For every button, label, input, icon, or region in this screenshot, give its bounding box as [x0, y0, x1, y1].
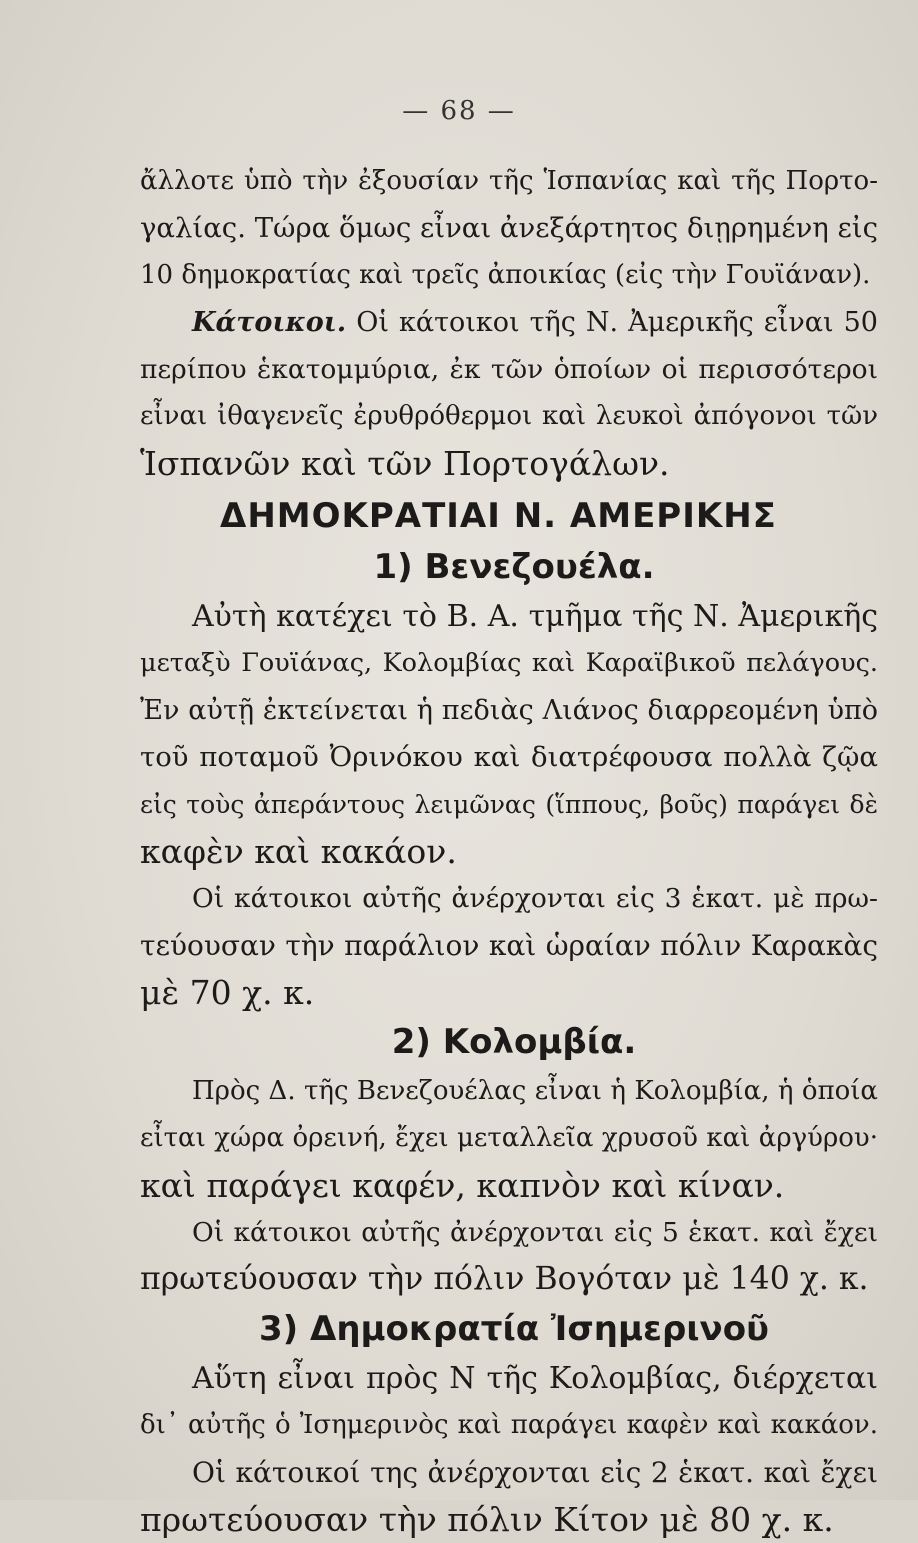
ecuador-heading: 3) Δημοκρατία Ἰσημερινοῦ: [258, 1309, 770, 1349]
text-line: πρωτεύουσαν τὴν πόλιν Βογόταν μὲ 140 χ. κ.: [140, 1261, 869, 1297]
text-line: Αὐτὴ κατέχει τὸ Β. Α. τμῆμα τῆς Ν. Ἀμερικῆς: [192, 599, 878, 634]
text-line: Πρὸς Δ. τῆς Βενεζουέλας εἶναι ἡ Κολομβία, ἡ ὁποία: [192, 1076, 878, 1106]
section-title: ΔΗΜΟΚΡΑΤΙΑΙ Ν. ΑΜΕΡΙΚΗΣ: [220, 496, 777, 536]
text-line: καφὲν καὶ κακάον.: [140, 832, 457, 871]
text-line: δι᾽ αὐτῆς ὁ Ἰσημερινὸς καὶ παράγει καφὲν καὶ κακάον.: [140, 1410, 878, 1440]
text-line: Ἐν αὐτῇ ἐκτείνεται ἡ πεδιὰς Λιάνος διαρρεομένη ὑπὸ: [140, 695, 878, 726]
page-number: — 68 —: [402, 96, 516, 126]
text-line: καὶ παράγει καφέν, καπνὸν καὶ κίναν.: [140, 1166, 785, 1205]
text-line: τεύουσαν τὴν παράλιον καὶ ὡραίαν πόλιν Καρακὰς: [140, 929, 878, 962]
colombia-heading: 2) Κολομβία.: [391, 1022, 637, 1062]
text-line: Οἱ κάτοικοι αὐτῆς ἀνέρχονται εἰς 5 ἑκατ. καὶ ἔχει: [192, 1217, 878, 1248]
text-line: Ἱσπανῶν καὶ τῶν Πορτογάλων.: [140, 444, 670, 483]
text-line: εἶται χώρα ὀρεινή, ἔχει μεταλλεῖα χρυσοῦ καὶ ἀργύρου·: [140, 1123, 878, 1153]
text-line: γαλίας. Τώρα ὅμως εἶναι ἀνεξάρτητος διῃρημένη εἰς: [140, 212, 878, 244]
text-line: 10 δημοκρατίας καὶ τρεῖς ἀποικίας (εἰς τὴν Γουϊάναν).: [140, 260, 871, 290]
text-line: μὲ 70 χ. κ.: [140, 973, 315, 1012]
venezuela-heading: 1) Βενεζουέλα.: [373, 547, 655, 587]
text-line: εἶναι ἰθαγενεῖς ἐρυθρόθερμοι καὶ λευκοὶ ἀπόγονοι τῶν: [140, 401, 878, 431]
text-line: ἄλλοτε ὑπὸ τὴν ἐξουσίαν τῆς Ἱσπανίας καὶ τῆς Πορτο-: [140, 166, 878, 196]
text-line: Οἱ κάτοικοι αὐτῆς ἀνέρχονται εἰς 3 ἑκατ. μὲ πρω-: [192, 883, 878, 914]
inhabitants-label: Κάτοικοι.: [192, 307, 347, 338]
text-line: τοῦ ποταμοῦ Ὀρινόκου καὶ διατρέφουσα πολλὰ ζῷα: [140, 741, 878, 773]
text-line: Αὕτη εἶναι πρὸς Ν τῆς Κολομβίας, διέρχεται: [192, 1361, 878, 1396]
text-line: περίπου ἑκατομμύρια, ἐκ τῶν ὁποίων οἱ περισσότεροι: [140, 354, 878, 385]
text-span: Οἱ κάτοικοι τῆς Ν. Ἀμερικῆς εἶναι 50: [346, 307, 878, 338]
text-line: πρωτεύουσαν τὴν πόλιν Κίτον μὲ 80 χ. κ.: [140, 1500, 834, 1539]
text-line: μεταξὺ Γουϊάνας, Κολομβίας καὶ Καραϊβικοῦ πελάγους.: [140, 648, 878, 678]
text-line: Οἱ κάτοικοί της ἀνέρχονται εἰς 2 ἑκατ. καὶ ἔχει: [192, 1456, 878, 1489]
page-text: [140, 158, 878, 1543]
text-line: εἰς τοὺς ἀπεράντους λειμῶνας (ἵππους, βοῦς) παράγει δὲ: [140, 790, 878, 819]
text-line: [140, 299, 878, 346]
